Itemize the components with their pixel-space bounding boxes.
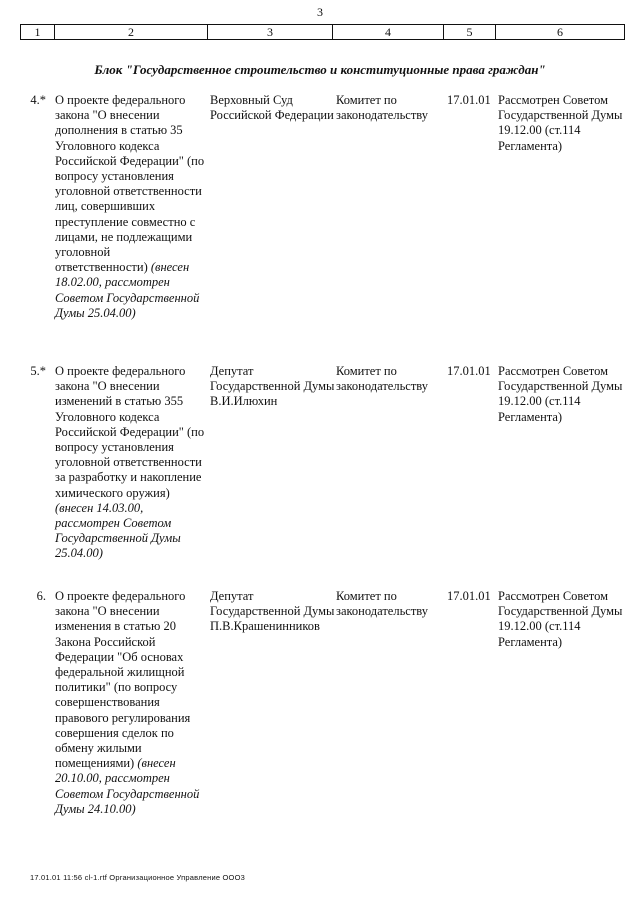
entry-author: Верховный Суд Российской Федерации: [210, 93, 334, 123]
entry-author: Депутат Государственной Думы В.И.Илюхин: [210, 364, 335, 409]
column-number: 1: [21, 25, 55, 40]
column-number-header: [20, 24, 625, 40]
column-number: 6: [496, 25, 625, 40]
entry-date: 17.01.01: [447, 364, 491, 378]
entry-committee: Комитет по законодательству: [336, 364, 429, 394]
column-number: 5: [444, 25, 496, 40]
document-footer: 17.01.01 11:56 cl-1.rtf Организационное Управление ООО3: [30, 873, 245, 882]
entry-committee: Комитет по законодательству: [336, 589, 429, 619]
entry-title-text: О проекте федерального закона "О внесении изменений в статью 355 Уголовного кодекса Российской Федерации" (по вопросу установления уголовной ответственности за разработку и накопление химического оружия): [55, 364, 205, 500]
entry-note: (внесен 18.02.00, рассмотрен Советом Государственной Думы 25.04.00): [55, 260, 200, 320]
entry-number: 6.: [36, 589, 46, 603]
entry-date: 17.01.01: [447, 93, 491, 107]
entry-date: 17.01.01: [447, 589, 491, 603]
entry-title: [55, 589, 205, 817]
entry-note: (внесен 20.10.00, рассмотрен Советом Государственной Думы 24.10.00): [55, 756, 200, 816]
column-number: 4: [333, 25, 444, 40]
column-number: 2: [55, 25, 208, 40]
column-number: 3: [208, 25, 333, 40]
entry-committee: Комитет по законодательству: [336, 93, 429, 123]
entry-title: [55, 93, 205, 321]
entry-title: [55, 364, 205, 562]
page-number: 3: [317, 5, 323, 19]
entry-status: Рассмотрен Советом Государственной Думы 19.12.00 (ст.114 Регламента): [498, 589, 623, 649]
entry-title-text: О проекте федерального закона "О внесении изменения в статью 20 Закона Российской Федерации "Об основах федеральной жилищной политики" (по вопросу совершенствования правового регулирования совершения сделок по обмену жилыми помещениями): [55, 589, 191, 771]
entry-note: (внесен 14.03.00, рассмотрен Советом Государственной Думы 25.04.00): [55, 500, 181, 561]
entry-status: Рассмотрен Советом Государственной Думы 19.12.00 (ст.114 Регламента): [498, 364, 623, 424]
entry-title-text: О проекте федерального закона "О внесении дополнения в статью 35 Уголовного кодекса Российской Федерации" (по вопросу установления уголовной ответственности лиц, совершивших преступление совместно с лицами, не подлежащими уголовной ответственности): [55, 93, 205, 275]
entry-status: Рассмотрен Советом Государственной Думы 19.12.00 (ст.114 Регламента): [498, 93, 623, 153]
block-title: Блок "Государственное строительство и конституционные права граждан": [94, 62, 546, 77]
entry-number: 5.*: [30, 364, 46, 378]
entry-author: Депутат Государственной Думы П.В.Крашенинников: [210, 589, 335, 634]
entry-number: 4.*: [30, 93, 46, 107]
